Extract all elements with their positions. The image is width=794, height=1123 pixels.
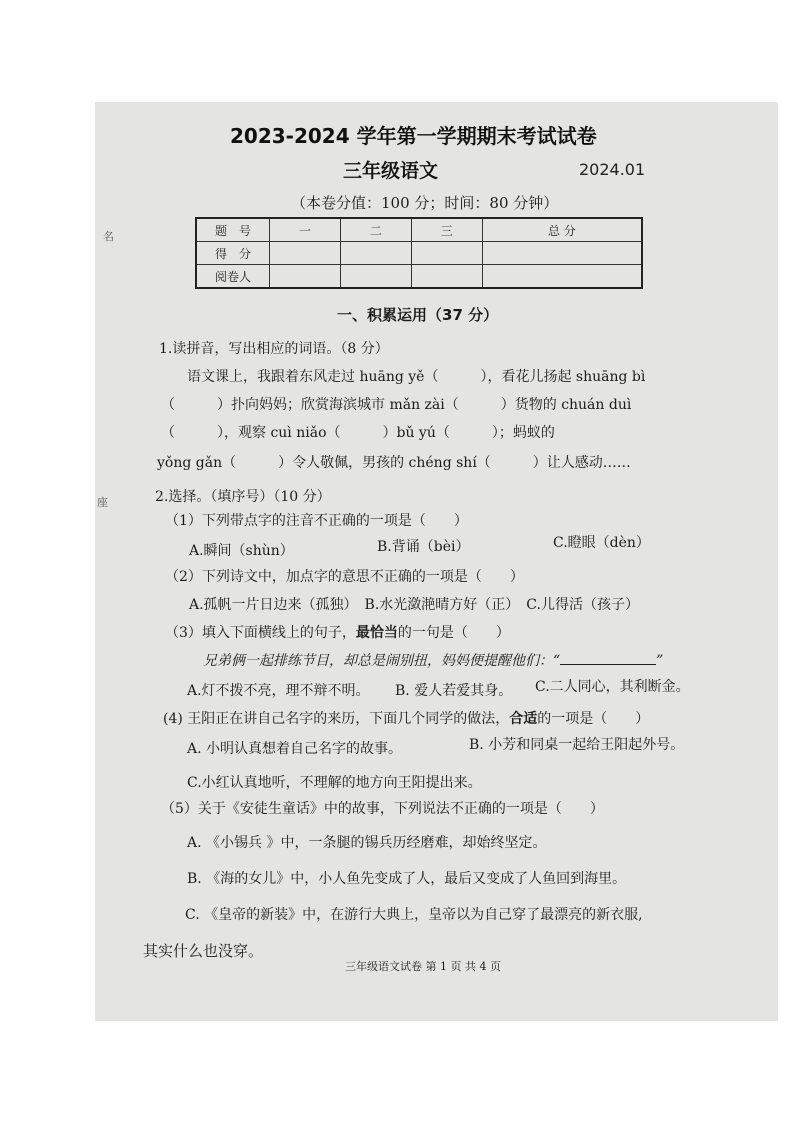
q1-line-2: （ ）扑向妈妈；欣赏海滨城市 mǎn zài（ ）货物的 chuán duì [161,397,632,413]
grader-cell[interactable] [411,265,482,289]
score-table-row [196,242,642,265]
score-table-row-label: 阅卷人 [196,265,270,289]
q2-4-stem-a: (4) 王阳正在讲自己名字的来历，下面几个同学的做法， [163,711,510,727]
q2-4-stem [163,708,649,728]
q2-5-stem: （5）关于《安徒生童话》中的故事，下列说法不正确的一项是（ ） [161,801,604,817]
score-table-header-cell: 一 [270,218,341,242]
q2-3-option-a: A.灯不拨不亮，理不辩不明。 [187,683,370,699]
page-footer: 三年级语文试卷 第 1 页 共 4 页 [345,960,501,973]
grader-cell[interactable] [340,265,411,289]
q2-1-option-c: C.瞪眼（dèn） [553,535,650,551]
q1-line-1: 语文课上，我跟着东风走过 huāng yě（ ），看花儿扬起 shuāng bì [187,369,646,385]
score-table-row-label: 得 分 [196,242,270,265]
exam-date: 2024.01 [579,160,646,179]
q2-5-option-c: C. 《皇帝的新装》中，在游行大典上，皇帝以为自己穿了最漂亮的新衣服, [185,907,643,923]
q2-3-option-c: C.二人同心，其利断金。 [535,679,690,695]
q2-3-stem [165,622,510,642]
q2-label: 2.选择。（填序号）（10 分） [155,489,331,505]
section-heading: 一、积累运用（37 分） [337,306,499,324]
q2-1-stem: （1）下列带点字的注音不正确的一项是（ ） [165,513,468,529]
q2-3-stem-emph: 最恰当 [355,625,398,641]
score-table-header-row [196,218,642,242]
q2-3-context [203,650,663,670]
score-cell[interactable] [482,242,642,265]
exam-info: （本卷分值：100 分；时间：80 分钟） [291,194,559,212]
exam-title: 2023-2024 学年第一学期期末考试试卷 [230,124,597,148]
score-cell[interactable] [411,242,482,265]
q2-2-stem: （2）下列诗文中，加点字的意思不正确的一项是（ ） [165,569,524,585]
exam-subtitle: 三年级语文 [343,160,439,182]
q2-4-stem-emph: 合适 [509,711,538,727]
q2-2-options: A.孤帆一片日边来（孤独） B.水光潋滟晴方好（正） C.儿得活（孩子） [189,597,639,613]
grader-cell[interactable] [270,265,341,289]
score-cell[interactable] [270,242,341,265]
score-table-header-cell: 总 分 [482,218,642,242]
score-table [195,217,643,289]
grader-cell[interactable] [482,265,642,289]
score-table-header-cell: 题 号 [196,218,270,242]
answer-blank-line[interactable] [560,652,656,665]
q1-line-4: yǒng gǎn（ ）令人敬佩，男孩的 chéng shí（ ）让人感动…… [157,455,631,471]
exam-paper [95,102,778,1021]
q2-3-context-end: ” [656,653,664,669]
q2-3-stem-c: 的一句是（ ） [397,625,510,641]
score-cell[interactable] [340,242,411,265]
q2-4-option-c: C.小红认真地听，不理解的地方向王阳提出来。 [187,775,482,791]
margin-mark-name: 名 [103,230,114,243]
margin-mark-seat: 座 [97,496,108,509]
q1-label: 1.读拼音，写出相应的词语。（8 分） [159,341,389,357]
score-table-header-cell: 三 [411,218,482,242]
score-table-header-cell: 二 [340,218,411,242]
q2-1-option-a: A.瞬间（shùn） [189,543,294,559]
score-table-row [196,265,642,289]
q2-5-option-a: A. 《小锡兵 》中，一条腿的锡兵历经磨难，却始终坚定。 [187,835,547,851]
q2-4-option-b: B. 小芳和同桌一起给王阳起外号。 [469,737,685,753]
q2-5-option-c-continued: 其实什么也没穿。 [143,942,264,960]
q2-4-option-a: A. 小明认真想着自己名字的故事。 [187,741,403,757]
q2-3-context-text: 兄弟俩一起排练节目，却总是闹别扭，妈妈便提醒他们：“ [203,653,561,669]
q2-4-stem-c: 的一项是（ ） [537,711,650,727]
q1-line-3: （ ），观察 cuì niǎo（ ）bǔ yú（ ）；蚂蚁的 [161,425,555,441]
q2-1-option-b: B.背诵（bèi） [377,539,470,555]
q2-3-option-b: B. 爱人若爱其身。 [395,683,513,699]
q2-5-option-b: B. 《海的女儿》中，小人鱼先变成了人，最后又变成了人鱼回到海里。 [187,871,627,887]
q2-3-stem-a: （3）填入下面横线上的句子， [165,625,356,641]
